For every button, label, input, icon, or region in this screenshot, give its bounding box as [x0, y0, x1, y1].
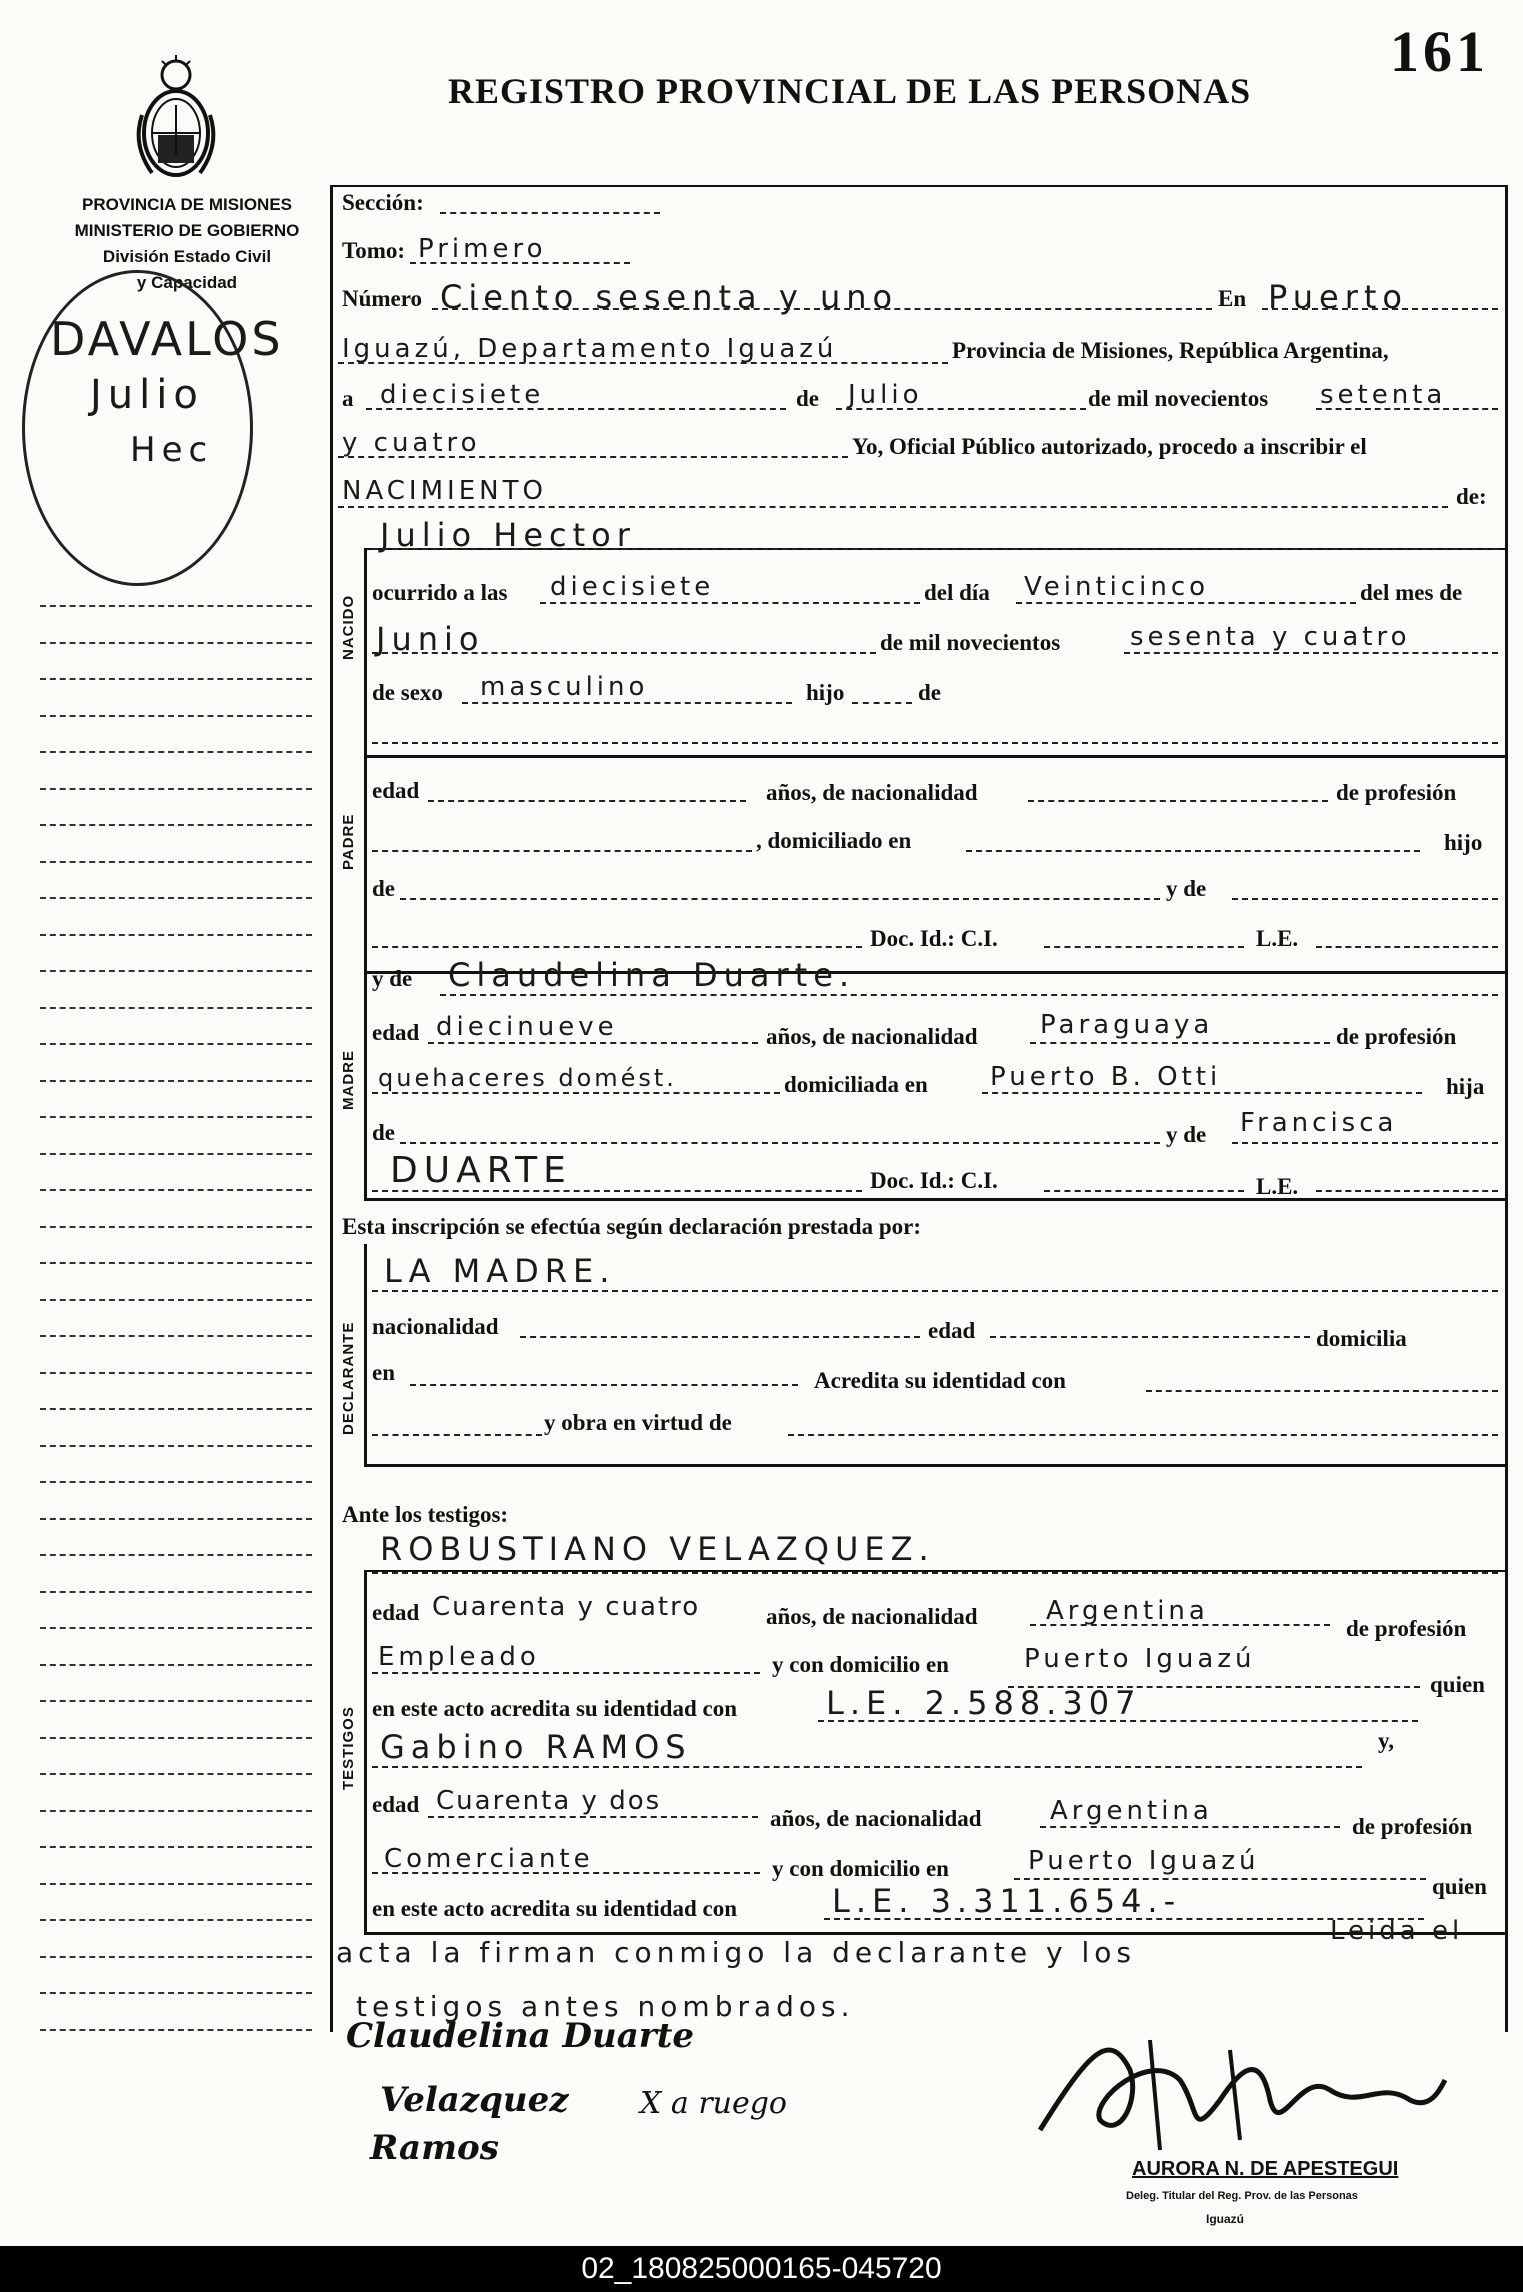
- madre-domicilio-value: Puerto B. Otti: [990, 1062, 1222, 1092]
- mes-value: Julio: [848, 380, 923, 410]
- acto-value: NACIMIENTO: [342, 476, 547, 506]
- left-margin-rule: [40, 1956, 312, 1958]
- t2-domicilio-value: Puerto Iguazú: [1028, 1846, 1260, 1876]
- de-colon: de:: [1456, 484, 1487, 509]
- firma-testigo1: Velazquez: [380, 2080, 569, 2120]
- madre-madre-value: Francisca: [1240, 1108, 1398, 1138]
- label-madre: MADRE: [340, 1050, 357, 1110]
- left-margin-rule: [40, 1627, 312, 1629]
- coat-of-arms-emblem: [128, 55, 224, 190]
- dia-nacido-value: Veinticinco: [1024, 572, 1210, 602]
- t1-edad-value: Cuarenta y cuatro: [432, 1592, 701, 1622]
- t2-y-label: y,: [1378, 1728, 1394, 1753]
- left-margin-rule: [40, 970, 312, 972]
- t2-doc-value: L.E. 3.311.654.-: [832, 1882, 1182, 1920]
- del-dia-label: del día: [924, 580, 990, 605]
- left-margin-rule: [40, 1226, 312, 1228]
- cierre-linea2: testigos antes nombrados.: [356, 1990, 855, 2023]
- left-margin-rule: [40, 1554, 312, 1556]
- tomo-value: Primero: [418, 234, 547, 264]
- oficial-cargo: Deleg. Titular del Reg. Prov. de las Personas: [1126, 2190, 1358, 2202]
- left-margin-rule: [40, 1372, 312, 1374]
- left-margin-rule: [40, 1737, 312, 1739]
- left-margin-rule: [40, 897, 312, 899]
- page-number: 161: [1390, 19, 1489, 84]
- oficial-text: Yo, Oficial Público autorizado, procedo a inscribir el: [852, 434, 1367, 459]
- de-label: de: [796, 386, 819, 411]
- madre-de-label: de: [372, 1120, 395, 1145]
- left-margin-rule: [40, 1481, 312, 1483]
- madre-anios-label: años, de nacionalidad: [766, 1024, 978, 1049]
- left-margin-rule: [40, 1262, 312, 1264]
- padre-y-de-label: y de: [1166, 876, 1207, 901]
- t2-quien-label: quien: [1432, 1874, 1487, 1899]
- left-margin-rule: [40, 2029, 312, 2031]
- left-margin-rule: [40, 1299, 312, 1301]
- left-margin-rule: [40, 715, 312, 717]
- t1-acredita-label: en este acto acredita su identidad con: [372, 1696, 738, 1721]
- t2-anios-label: años, de nacionalidad: [770, 1806, 982, 1831]
- declarante-intro: Esta inscripción se efectúa según declaración prestada por:: [342, 1214, 922, 1239]
- declarante-nacionalidad-label: nacionalidad: [372, 1314, 499, 1339]
- padre-de-label: de: [372, 876, 395, 901]
- t2-profesion-label: de profesión: [1352, 1814, 1473, 1839]
- t2-edad-label: edad: [372, 1792, 420, 1817]
- left-margin-rule: [40, 1153, 312, 1155]
- nacido-nombre: Julio Hector: [380, 516, 636, 554]
- madre-y-de-label: y de: [372, 966, 413, 991]
- declarante-acredita-label: Acredita su identidad con: [814, 1368, 1066, 1393]
- numero-value: Ciento sesenta y uno: [440, 278, 899, 316]
- org-province: PROVINCIA DE MISIONES: [81, 195, 292, 214]
- org-capacity: y Capacidad: [136, 273, 238, 292]
- label-nacido: NACIDO: [340, 594, 357, 660]
- t1-profesion-label: de profesión: [1346, 1616, 1467, 1641]
- hora-value: diecisiete: [550, 572, 715, 602]
- madre-doc-label: Doc. Id.: C.I.: [870, 1168, 998, 1193]
- madre-apellido-value: DUARTE: [390, 1150, 572, 1191]
- sexo-value: masculino: [480, 672, 649, 702]
- left-margin-rule: [40, 1591, 312, 1593]
- padre-doc-label: Doc. Id.: C.I.: [870, 926, 998, 951]
- cierre-linea1: acta la firman conmigo la declarante y los: [336, 1936, 1136, 1969]
- firma-testigo3: Ramos: [370, 2128, 499, 2168]
- footer-image-id: 02_180825000165-045720: [581, 2252, 942, 2285]
- left-margin-rule: [40, 1189, 312, 1191]
- dia-value: diecisiete: [380, 380, 545, 410]
- left-margin-rule: [40, 1007, 312, 1009]
- madre-hija-label: hija: [1446, 1074, 1485, 1099]
- declarante-obra-label: y obra en virtud de: [544, 1410, 732, 1435]
- a-label: a: [342, 386, 354, 411]
- left-margin-rule: [40, 1810, 312, 1812]
- madre-edad-value: diecinueve: [436, 1012, 618, 1042]
- ocurrido-label: ocurrido a las: [372, 580, 508, 605]
- t1-edad-label: edad: [372, 1600, 420, 1625]
- page-title: REGISTRO PROVINCIAL DE LAS PERSONAS: [448, 71, 1252, 111]
- stamp-handwritten-name: DAVALOS: [50, 312, 284, 366]
- t2-acredita-label: en este acto acredita su identidad con: [372, 1896, 738, 1921]
- en-label: En: [1218, 286, 1247, 311]
- left-margin-rule: [40, 1445, 312, 1447]
- mes-nacido-value: Junio: [376, 620, 485, 658]
- mil-nacido-label: de mil novecientos: [880, 630, 1061, 655]
- left-margin-rule: [40, 605, 312, 607]
- left-margin-rule: [40, 751, 312, 753]
- madre-y-de2-label: y de: [1166, 1122, 1207, 1147]
- tomo-label: Tomo:: [342, 238, 406, 263]
- firma-oficial-scribble: [1030, 2010, 1450, 2165]
- left-margin-rule: [40, 1518, 312, 1520]
- left-margin-rule: [40, 1992, 312, 1994]
- madre-domiciliada-label: domiciliada en: [784, 1072, 928, 1097]
- left-margin-rule: [40, 642, 312, 644]
- t2-nacionalidad-value: Argentina: [1050, 1796, 1213, 1826]
- left-margin-rule: [40, 1043, 312, 1045]
- left-margin-rule: [40, 1700, 312, 1702]
- firma-madre: Claudelina Duarte: [346, 2016, 695, 2056]
- testigos-intro: Ante los testigos:: [342, 1502, 509, 1527]
- testigo2-nombre: Gabino RAMOS: [380, 1728, 692, 1766]
- declarante-nombre: LA MADRE.: [384, 1252, 616, 1290]
- left-margin-rule: [40, 1919, 312, 1921]
- cierre-leida: Leida el: [1330, 1916, 1464, 1946]
- numero-label: Número: [342, 286, 423, 311]
- hijo-label: hijo: [806, 680, 845, 705]
- label-declarante: DECLARANTE: [340, 1321, 357, 1435]
- label-padre: PADRE: [340, 813, 357, 870]
- oficial-lugar: Iguazú: [1206, 2212, 1244, 2226]
- left-margin-rule: [40, 1335, 312, 1337]
- left-margin-rule: [40, 678, 312, 680]
- org-division: División Estado Civil: [102, 247, 272, 266]
- firma-testigo2: X a ruego: [640, 2086, 787, 2121]
- madre-edad-label: edad: [372, 1020, 420, 1045]
- mil-text: de mil novecientos: [1088, 386, 1269, 411]
- t1-nacionalidad-value: Argentina: [1046, 1596, 1209, 1626]
- padre-domiciliado-label: , domiciliado en: [756, 828, 912, 853]
- padre-le-label: L.E.: [1256, 926, 1299, 951]
- declarante-edad-label: edad: [928, 1318, 976, 1343]
- t1-quien-label: quien: [1430, 1672, 1485, 1697]
- padre-edad-label: edad: [372, 778, 420, 803]
- left-margin-rule: [40, 788, 312, 790]
- left-margin-rule: [40, 1883, 312, 1885]
- left-margin-rule: [40, 1846, 312, 1848]
- stamp-handwritten-given: Julio: [90, 372, 204, 418]
- left-margin-rule: [40, 861, 312, 863]
- t1-anios-label: años, de nacionalidad: [766, 1604, 978, 1629]
- t1-doc-value: L.E. 2.588.307: [826, 1684, 1142, 1722]
- left-margin-rule: [40, 1408, 312, 1410]
- padre-hijo-label: hijo: [1444, 830, 1483, 855]
- madre-nacionalidad-value: Paraguaya: [1040, 1010, 1214, 1040]
- t2-edad-value: Cuarenta y dos: [436, 1786, 662, 1816]
- anio-nacido-value: sesenta y cuatro: [1130, 622, 1411, 652]
- left-margin-rule: [40, 824, 312, 826]
- anio-value: setenta: [1320, 380, 1447, 410]
- madre-le-label: L.E.: [1256, 1174, 1299, 1199]
- del-mes-label: del mes de: [1360, 580, 1463, 605]
- declarante-en-label: en: [372, 1360, 395, 1385]
- seccion-label: Sección:: [342, 190, 424, 215]
- madre-profesion-label: de profesión: [1336, 1024, 1457, 1049]
- t1-profesion-value: Empleado: [378, 1642, 540, 1672]
- madre-profesion-value: quehaceres domést.: [378, 1064, 677, 1092]
- t2-profesion-value: Comerciante: [384, 1844, 594, 1874]
- testigo1-nombre: ROBUSTIANO VELAZQUEZ.: [380, 1530, 935, 1568]
- provincia-text: Provincia de Misiones, República Argentina,: [952, 338, 1389, 363]
- sexo-label: de sexo: [372, 680, 443, 705]
- madre-nombre: Claudelina Duarte.: [448, 956, 856, 994]
- t1-domicilio-value: Puerto Iguazú: [1024, 1644, 1256, 1674]
- t1-domicilio-label: y con domicilio en: [772, 1652, 949, 1677]
- declarante-domicilia-label: domicilia: [1316, 1326, 1407, 1351]
- label-testigos: TESTIGOS: [340, 1706, 357, 1790]
- hijo-de-label: de: [918, 680, 941, 705]
- left-margin-rule: [40, 1116, 312, 1118]
- en-value: Puerto: [1268, 278, 1408, 316]
- padre-anios-label: años, de nacionalidad: [766, 780, 978, 805]
- org-ministry: MINISTERIO DE GOBIERNO: [74, 221, 300, 240]
- left-margin-rule: [40, 1664, 312, 1666]
- lugar-value: Iguazú, Departamento Iguazú: [342, 334, 838, 364]
- padre-profesion-label: de profesión: [1336, 780, 1457, 805]
- anio-value2: y cuatro: [342, 428, 481, 458]
- left-margin-rule: [40, 1080, 312, 1082]
- left-margin-rule: [40, 934, 312, 936]
- left-margin-rule: [40, 1773, 312, 1775]
- t2-domicilio-label: y con domicilio en: [772, 1856, 949, 1881]
- oficial-nombre: AURORA N. DE APESTEGUI: [1132, 2158, 1399, 2180]
- stamp-handwritten-given2: Hec: [130, 430, 214, 470]
